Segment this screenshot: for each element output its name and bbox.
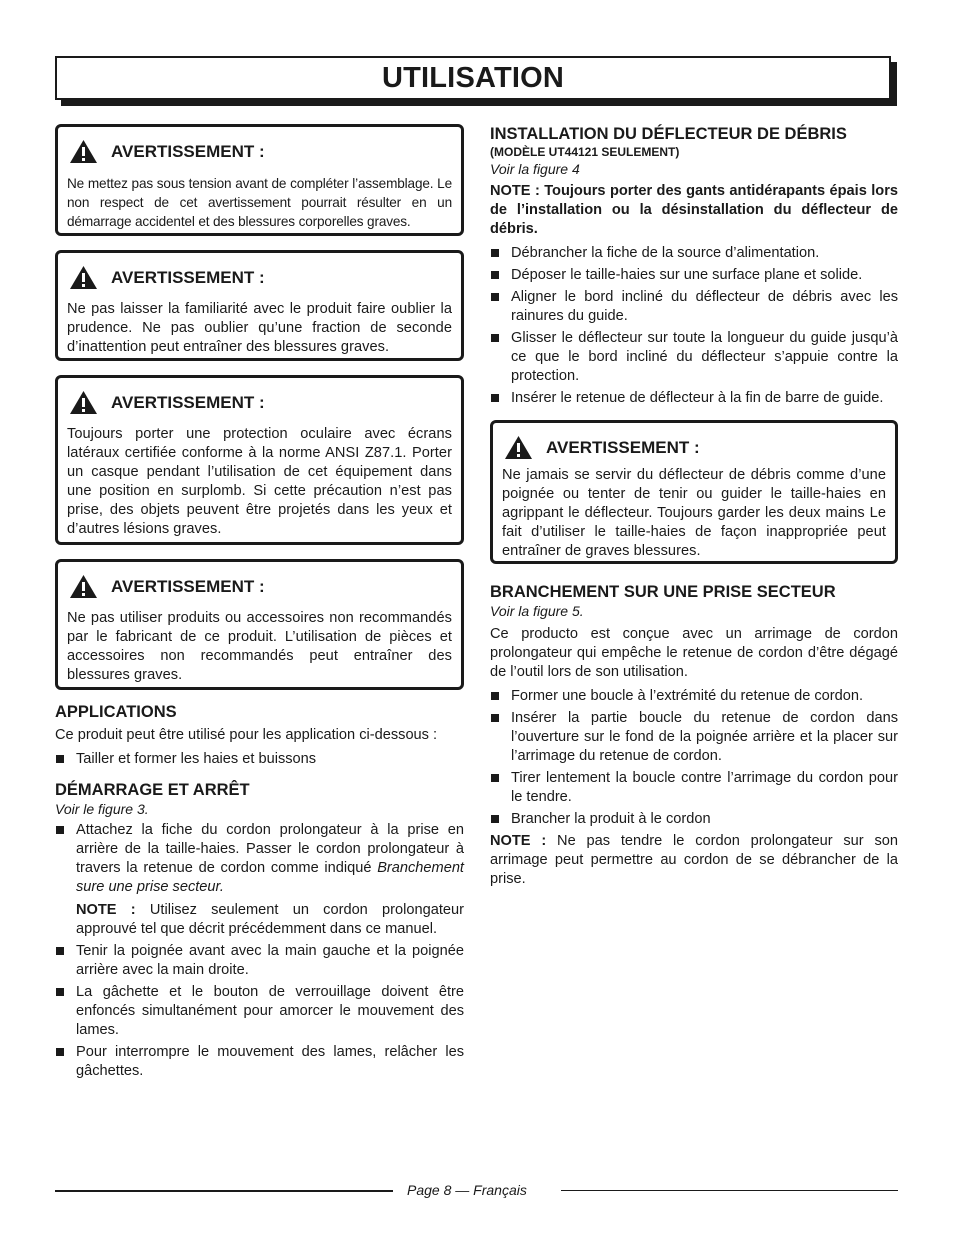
warning-triangle-icon bbox=[504, 435, 533, 460]
warning-box-1 bbox=[55, 124, 464, 236]
list-item: Aligner le bord incliné du déflecteur de débris avec les rainures du guide. bbox=[490, 288, 898, 326]
applications-list bbox=[55, 750, 464, 769]
branchement-list bbox=[490, 687, 898, 829]
list-item: Déposer le taille-haies sur une surface plane et solide. bbox=[490, 266, 898, 285]
warning-box-4 bbox=[55, 559, 464, 690]
warning-box-3 bbox=[55, 375, 464, 545]
warning-title: AVERTISSEMENT : bbox=[546, 437, 700, 457]
warning-title: AVERTISSEMENT : bbox=[111, 392, 265, 412]
note-label: NOTE : bbox=[490, 833, 547, 849]
branchement-note bbox=[490, 832, 898, 889]
list-item: Tenir la poignée avant avec la main gauche et la poignée arrière avec la main droite. bbox=[55, 942, 464, 980]
branchement-intro: Ce producto est conçue avec un arrimage de cordon prolongateur qui empêche le retenue de cordon d’être dégagé de l’outil lors de son utilisation. bbox=[490, 626, 898, 680]
demarrage-heading: DÉMARRAGE ET ARRÊT bbox=[55, 781, 250, 799]
page-title: UTILISATION bbox=[55, 56, 891, 100]
page-title-banner bbox=[55, 56, 897, 106]
list-item bbox=[55, 821, 464, 897]
left-column bbox=[55, 124, 464, 1084]
branchement-heading: BRANCHEMENT SUR UNE PRISE SECTEUR bbox=[490, 583, 836, 601]
list-item: Glisser le déflecteur sur toute la longueur du guide jusqu’à ce que le bord incliné du déflecteur s’appuie contre la protection. bbox=[490, 329, 898, 386]
list-item-text: Attachez la fiche du cordon prolongateur à la prise en arrière de la taille-haies. Passer le cordon prolongateur à travers la retenue de cordon comme indiqué bbox=[76, 822, 464, 876]
deflecteur-model-note: (MODÈLE UT44121 SEULEMENT) bbox=[490, 145, 680, 159]
warning-triangle-icon bbox=[69, 265, 98, 290]
warning-text: Ne pas utiliser produits ou accessoires non recommandés par le fabricant de ce produit. L’utilisation de pièces et accessoires non recommandés peut entraîner des blessures graves. bbox=[67, 610, 452, 683]
warning-box-5 bbox=[490, 420, 898, 564]
warning-triangle-icon bbox=[69, 390, 98, 415]
warning-box-2 bbox=[55, 250, 464, 361]
figure-reference: Voir la figure 5. bbox=[490, 603, 584, 619]
footer-rule-left bbox=[55, 1190, 393, 1192]
list-item: Insérer la partie boucle du retenue de cordon dans l’ouverture sur le fond de la poignée arrière et la placer sur l’arrimage du retenue de cordon. bbox=[490, 709, 898, 766]
applications-intro: Ce produit peut être utilisé pour les application ci-dessous : bbox=[55, 727, 438, 743]
warning-title: AVERTISSEMENT : bbox=[111, 141, 265, 161]
warning-text: Ne pas laisser la familiarité avec le produit faire oublier la prudence. Ne pas oublier qu’une fraction de seconde d’inattention peut entraîner des blessures graves. bbox=[67, 301, 452, 355]
cross-reference: Branchement sure une prise secteur. bbox=[76, 860, 464, 895]
figure-reference: Voir la figure 4 bbox=[490, 161, 580, 177]
page-number: Page 8 — Français bbox=[407, 1182, 527, 1198]
warning-text: Ne jamais se servir du déflecteur de débris comme d’une poignée ou tenter de tenir ou guider le taille-haies en agrippant le déflecteur. Toujours garder les deux mains Le fait d’utiliser le taille-haies de façon inappropriée peut entraîner de graves blessures. bbox=[502, 467, 886, 559]
warning-text: Toujours porter une protection oculaire avec écrans latéraux certifiée conforme à la norme ANSI Z87.1. Porter un casque pendant l’utilisation de cet équipement dans une position en surplomb. Si cette précaution n’est pas prise, des objets peuvent être projetés dans les yeux et d’autres lésions graves. bbox=[67, 426, 452, 537]
deflecteur-note: NOTE : Toujours porter des gants antidérapants épais lors de l’installation ou la désinstallation du déflecteur de débris. bbox=[490, 183, 898, 237]
warning-title: AVERTISSEMENT : bbox=[111, 267, 265, 287]
note-text: Utilisez seulement un cordon prolongateur approuvé tel que décrit précédemment dans ce manuel. bbox=[76, 902, 464, 937]
note-text: Ne pas tendre le cordon prolongateur sur son arrimage peut permettre au cordon de se débrancher de la prise. bbox=[490, 833, 898, 887]
list-item: Former une boucle à l’extrémité du retenue de cordon. bbox=[490, 687, 898, 706]
demarrage-note bbox=[55, 901, 464, 939]
note-label: NOTE : bbox=[76, 902, 136, 918]
deflecteur-list bbox=[490, 244, 898, 408]
warning-title: AVERTISSEMENT : bbox=[111, 576, 265, 596]
warning-text: Ne mettez pas sous tension avant de compléter l’assemblage. Le non respect de cet avertissement pourrait résulter en un démarrage accidentel et des blessures corporelles graves. bbox=[67, 176, 452, 229]
list-item: Tirer lentement la boucle contre l’arrimage du cordon pour le tendre. bbox=[490, 769, 898, 807]
warning-triangle-icon bbox=[69, 574, 98, 599]
footer-rule-right bbox=[561, 1190, 898, 1191]
warning-triangle-icon bbox=[69, 139, 98, 164]
list-item: Tailler et former les haies et buissons bbox=[55, 750, 464, 769]
list-item: Insérer le retenue de déflecteur à la fin de barre de guide. bbox=[490, 389, 898, 408]
list-item: Pour interrompre le mouvement des lames, relâcher les gâchettes. bbox=[55, 1043, 464, 1081]
demarrage-list bbox=[55, 821, 464, 897]
right-column bbox=[490, 124, 898, 889]
list-item: La gâchette et le bouton de verrouillage doivent être enfoncés simultanément pour amorcer le mouvement des lames. bbox=[55, 983, 464, 1040]
demarrage-list-2 bbox=[55, 942, 464, 1081]
page-footer bbox=[55, 1181, 898, 1203]
list-item: Brancher la produit à le cordon bbox=[490, 810, 898, 829]
figure-reference: Voir le figure 3. bbox=[55, 801, 149, 817]
deflecteur-heading: INSTALLATION DU DÉFLECTEUR DE DÉBRIS bbox=[490, 125, 847, 143]
list-item: Débrancher la fiche de la source d’alimentation. bbox=[490, 244, 898, 263]
applications-heading: APPLICATIONS bbox=[55, 703, 177, 721]
